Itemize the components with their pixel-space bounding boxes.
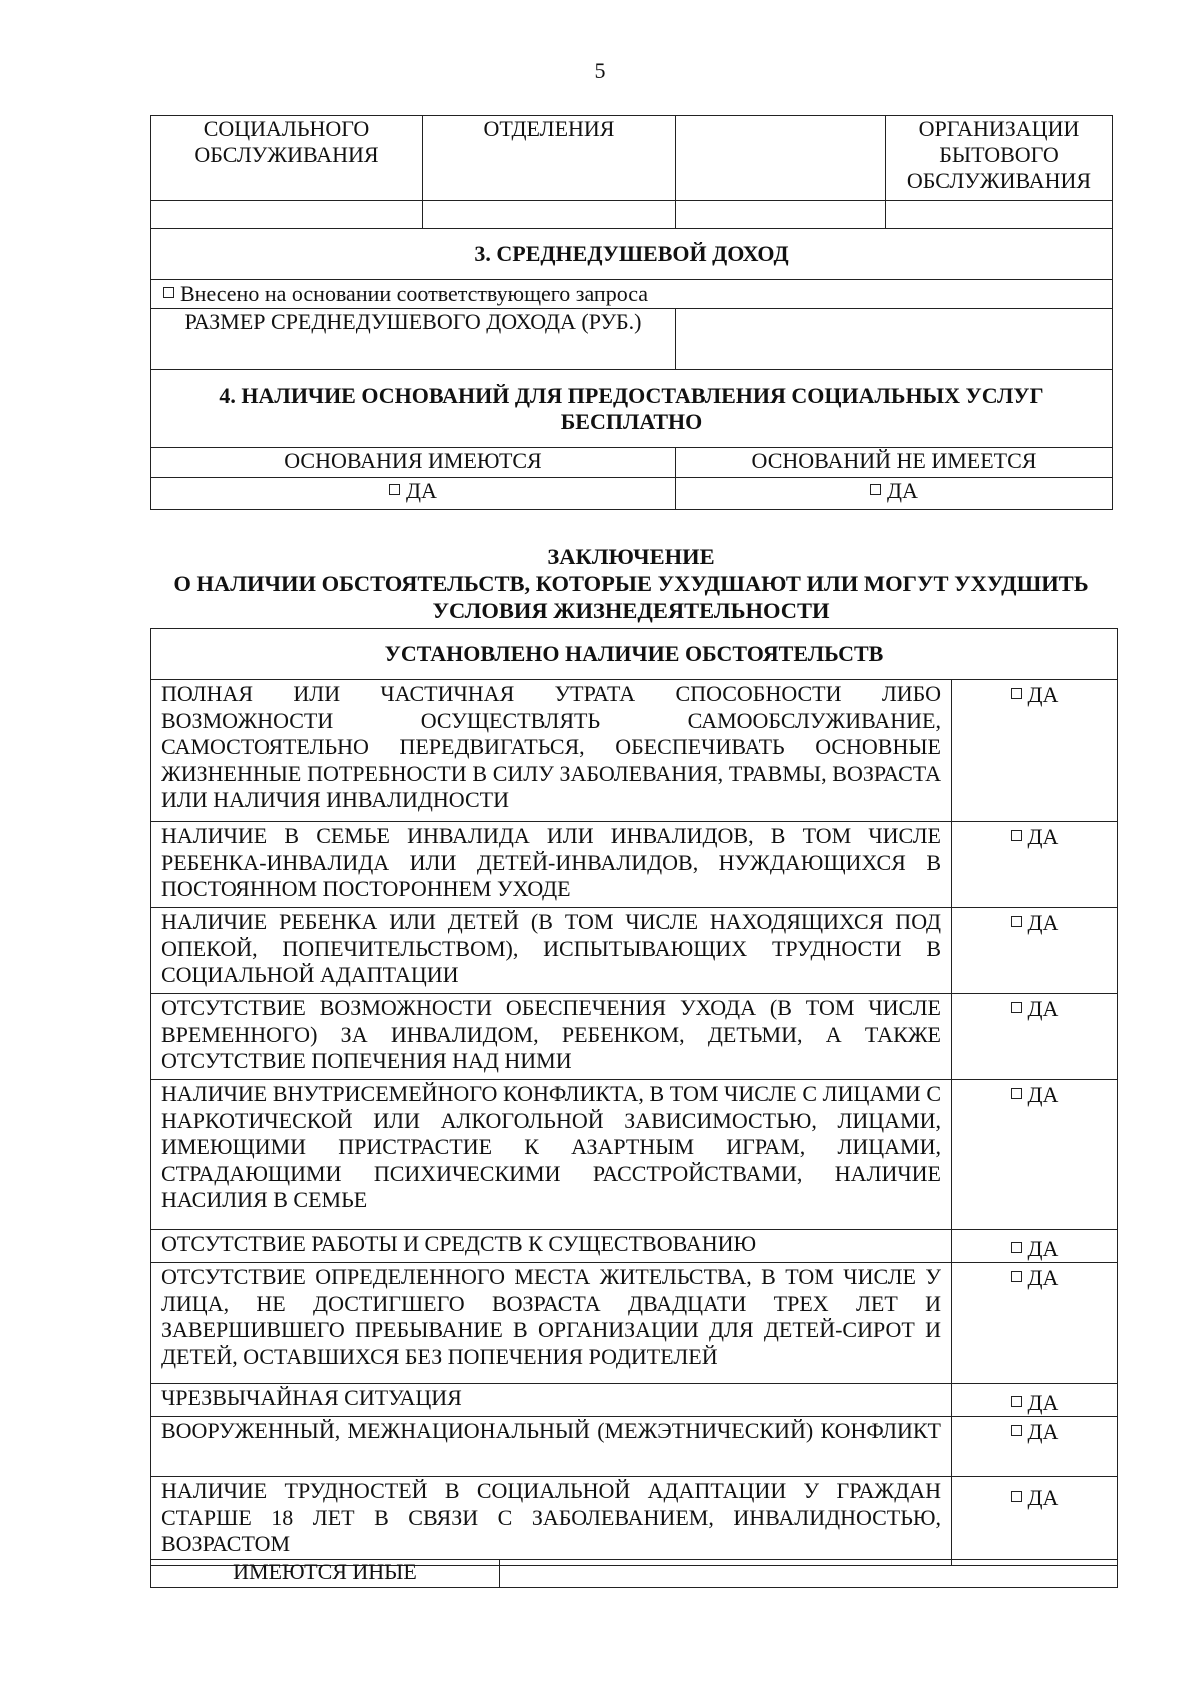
yes-label: ДА	[1027, 824, 1059, 849]
circumstance-row-line	[161, 1418, 941, 1445]
checkbox-icon[interactable]	[1011, 1425, 1022, 1436]
circumstance-row: ОТСУТСТВИЕ ВОЗМОЖНОСТИ ОБЕСПЕЧЕНИЯ УХОДА (В ТОМ ЧИСЛЕ ВРЕМЕННОГО) ЗА ИНВАЛИДОМ, РЕБЕНКОМ, ДЕТЬМИ, А ТАКЖЕ ОТСУТСТВИЕ ПОПЕЧЕНИЯ НАД НИМИ	[151, 994, 952, 1080]
circumstance-checkbox[interactable]	[952, 1080, 1118, 1230]
circumstance-row: ЧРЕЗВЫЧАЙНАЯ СИТУАЦИЯ	[151, 1384, 952, 1417]
checkbox-icon[interactable]	[1011, 1396, 1022, 1407]
yes-label: ДА	[1027, 1265, 1059, 1290]
yes-label: ДА	[406, 478, 437, 503]
checkbox-icon[interactable]	[870, 484, 881, 495]
yes-label: ДА	[1027, 1389, 1059, 1415]
circumstance-checkbox[interactable]	[952, 994, 1118, 1080]
header-social-service: СОЦИАЛЬНОГО ОБСЛУЖИВАНИЯ	[151, 116, 423, 201]
circumstances-table	[150, 628, 1118, 1566]
value-cell[interactable]	[886, 201, 1113, 229]
circumstance-row: ОТСУТСТВИЕ РАБОТЫ И СРЕДСТВ К СУЩЕСТВОВАНИЮ	[151, 1230, 952, 1263]
grounds-exist-label: ОСНОВАНИЯ ИМЕЮТСЯ	[151, 448, 676, 478]
header-empty	[676, 116, 886, 201]
yes-label: ДА	[887, 478, 918, 503]
section4-title: 4. НАЛИЧИЕ ОСНОВАНИЙ ДЛЯ ПРЕДОСТАВЛЕНИЯ СОЦИАЛЬНЫХ УСЛУГ БЕСПЛАТНО	[151, 370, 1113, 448]
value-cell[interactable]	[676, 201, 886, 229]
checkbox-icon[interactable]	[1011, 1242, 1022, 1253]
circumstance-row: НАЛИЧИЕ ТРУДНОСТЕЙ В СОЦИАЛЬНОЙ АДАПТАЦИИ У ГРАЖДАН СТАРШЕ 18 ЛЕТ В СВЯЗИ С ЗАБОЛЕВАНИЕМ, ИНВАЛИДНОСТЬЮ, ВОЗРАСТОМ	[151, 1477, 952, 1566]
page-number: 5	[594, 58, 606, 83]
income-label: РАЗМЕР СРЕДНЕДУШЕВОГО ДОХОДА (РУБ.)	[151, 309, 676, 370]
yes-label: ДА	[1027, 1082, 1059, 1107]
conclusion-subtitle: О НАЛИЧИИ ОБСТОЯТЕЛЬСТВ, КОТОРЫЕ УХУДШАЮТ ИЛИ МОГУТ УХУДШИТЬ УСЛОВИЯ ЖИЗНЕДЕЯТЕЛЬНОСТИ	[173, 571, 1089, 623]
circumstance-row: ОТСУТСТВИЕ ОПРЕДЕЛЕННОГО МЕСТА ЖИТЕЛЬСТВА, В ТОМ ЧИСЛЕ У ЛИЦА, НЕ ДОСТИГШЕГО ВОЗРАСТА ДВАДЦАТИ ТРЕХ ЛЕТ И ЗАВЕРШИВШЕГО ПРЕБЫВАНИЕ В ОРГАНИЗАЦИИ ДЛЯ ДЕТЕЙ-СИРОТ И ДЕТЕЙ, ОСТАВШИХСЯ БЕЗ ПОПЕЧЕНИЯ РОДИТЕЛЕЙ	[151, 1263, 952, 1384]
yes-label: ДА	[1027, 996, 1059, 1021]
section3-checkbox-label: Внесено на основании соответствующего запроса	[180, 281, 649, 306]
circumstance-checkbox[interactable]	[952, 680, 1118, 822]
income-grounds-table	[150, 115, 1113, 510]
circumstance-row: НАЛИЧИЕ РЕБЕНКА ИЛИ ДЕТЕЙ (В ТОМ ЧИСЛЕ НАХОДЯЩИХСЯ ПОД ОПЕКОЙ, ПОПЕЧИТЕЛЬСТВОМ), ИСПЫТЫВАЮЩИХ ТРУДНОСТИ В СОЦИАЛЬНОЙ АДАПТАЦИИ	[151, 908, 952, 994]
header-departments: ОТДЕЛЕНИЯ	[423, 116, 676, 201]
circumstance-checkbox[interactable]	[952, 1263, 1118, 1384]
conclusion-title: ЗАКЛЮЧЕНИЕ	[547, 544, 715, 569]
grounds-none-label: ОСНОВАНИЙ НЕ ИМЕЕТСЯ	[676, 448, 1113, 478]
circumstance-checkbox[interactable]	[952, 1417, 1118, 1477]
section3-title: 3. СРЕДНЕДУШЕВОЙ ДОХОД	[151, 229, 1113, 280]
circumstance-checkbox[interactable]	[952, 908, 1118, 994]
checkbox-icon[interactable]	[1011, 1271, 1022, 1282]
checkbox-icon[interactable]	[1011, 830, 1022, 841]
header-household-services: ОРГАНИЗАЦИИ БЫТОВОГО ОБСЛУЖИВАНИЯ	[886, 116, 1113, 201]
value-cell[interactable]	[151, 201, 423, 229]
checkbox-icon[interactable]	[1011, 916, 1022, 927]
checkbox-icon[interactable]	[1011, 688, 1022, 699]
yes-label: ДА	[1027, 682, 1059, 707]
yes-label: ДА	[1027, 1235, 1059, 1261]
grounds-none-checkbox[interactable]	[676, 478, 1113, 510]
checkbox-icon[interactable]	[1011, 1491, 1022, 1502]
circumstance-row	[151, 1417, 952, 1477]
circumstance-row: ПОЛНАЯ ИЛИ ЧАСТИЧНАЯ УТРАТА СПОСОБНОСТИ ЛИБО ВОЗМОЖНОСТИ ОСУЩЕСТВЛЯТЬ САМООБСЛУЖИВАНИЕ, САМОСТОЯТЕЛЬНО ПЕРЕДВИГАТЬСЯ, ОБЕСПЕЧИВАТЬ ОСНОВНЫЕ ЖИЗНЕННЫЕ ПОТРЕБНОСТИ В СИЛУ ЗАБОЛЕВАНИЯ, ТРАВМЫ, ВОЗРАСТА ИЛИ НАЛИЧИЯ ИНВАЛИДНОСТИ	[151, 680, 952, 822]
circumstance-checkbox[interactable]	[952, 822, 1118, 908]
circumstance-row-text: ВООРУЖЕННЫЙ, МЕЖНАЦИОНАЛЬНЫЙ (МЕЖЭТНИЧЕСКИЙ) КОНФЛИКТ	[161, 1418, 941, 1443]
circumstance-row: НАЛИЧИЕ ВНУТРИСЕМЕЙНОГО КОНФЛИКТА, В ТОМ ЧИСЛЕ С ЛИЦАМИ С НАРКОТИЧЕСКОЙ ИЛИ АЛКОГОЛЬНОЙ ЗАВИСИМОСТЬЮ, ЛИЦАМИ, ИМЕЮЩИМИ ПРИСТРАСТИЕ К АЗАРТНЫМ ИГРАМ, ЛИЦАМИ, СТРАДАЮЩИМИ ПСИХИЧЕСКИМИ РАССТРОЙСТВАМИ, НАЛИЧИЕ НАСИЛИЯ В СЕМЬЕ	[151, 1080, 952, 1230]
other-value[interactable]	[500, 1560, 1118, 1588]
yes-label: ДА	[1027, 1485, 1059, 1510]
checkbox-icon[interactable]	[1011, 1002, 1022, 1013]
circumstances-header: УСТАНОВЛЕНО НАЛИЧИЕ ОБСТОЯТЕЛЬСТВ	[151, 629, 1118, 680]
grounds-exist-checkbox[interactable]	[151, 478, 676, 510]
value-cell[interactable]	[423, 201, 676, 229]
checkbox-icon[interactable]	[389, 484, 400, 495]
conclusion-heading	[150, 543, 1112, 624]
income-value[interactable]	[676, 309, 1113, 370]
checkbox-icon[interactable]	[1011, 1088, 1022, 1099]
other-label: ИМЕЮТСЯ ИНЫЕ	[151, 1560, 500, 1588]
circumstance-row: НАЛИЧИЕ В СЕМЬЕ ИНВАЛИДА ИЛИ ИНВАЛИДОВ, В ТОМ ЧИСЛЕ РЕБЕНКА-ИНВАЛИДА ИЛИ ДЕТЕЙ-ИНВАЛИДОВ, НУЖДАЮЩИХСЯ В ПОСТОЯННОМ ПОСТОРОННЕМ УХОДЕ	[151, 822, 952, 908]
section3-checkbox-row[interactable]	[151, 280, 1113, 309]
circumstance-checkbox[interactable]	[952, 1384, 1118, 1417]
yes-label: ДА	[1027, 1419, 1059, 1444]
other-circumstances-table	[150, 1559, 1118, 1588]
circumstance-checkbox[interactable]	[952, 1477, 1118, 1566]
circumstance-checkbox[interactable]	[952, 1230, 1118, 1263]
yes-label: ДА	[1027, 910, 1059, 935]
checkbox-icon[interactable]	[163, 287, 174, 298]
